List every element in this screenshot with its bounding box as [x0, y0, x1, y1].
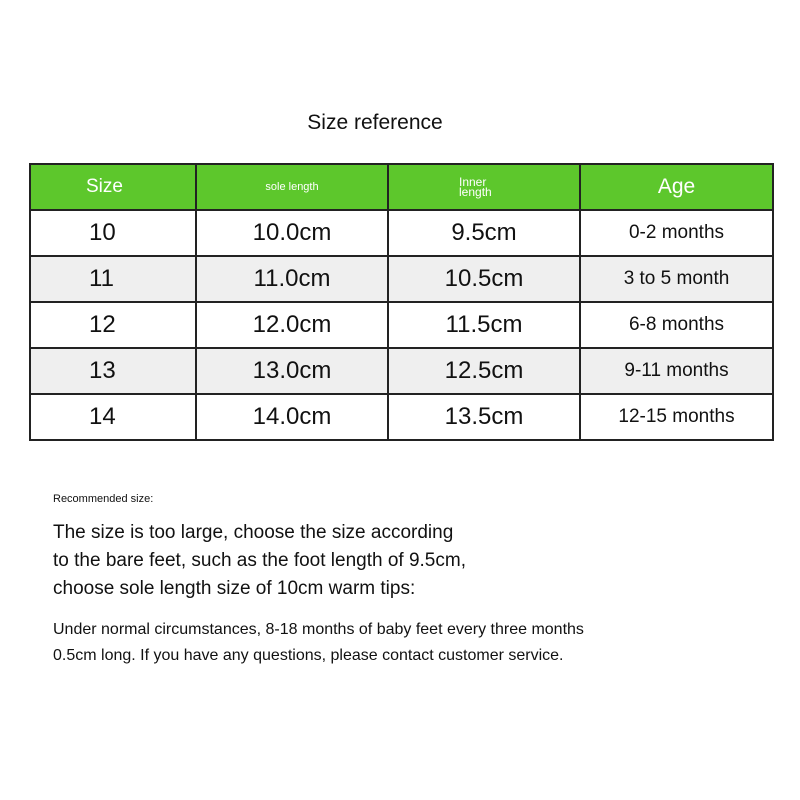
header-size: Size	[30, 164, 196, 210]
cell-size: 13	[30, 348, 196, 394]
size-reference-table	[29, 163, 774, 441]
recommendation-line: The size is too large, choose the size according	[53, 522, 454, 543]
cell-inner-length: 12.5cm	[388, 348, 580, 394]
cell-age: 9-11 months	[580, 348, 773, 394]
cell-inner-length: 13.5cm	[388, 394, 580, 440]
table-row	[30, 302, 773, 348]
header-inner-line2: length	[459, 185, 492, 199]
cell-size: 11	[30, 256, 196, 302]
recommended-size-label: Recommended size:	[53, 493, 154, 505]
growth-note-paragraph	[53, 617, 753, 669]
cell-age: 0-2 months	[580, 210, 773, 256]
header-inner-length	[388, 164, 580, 210]
table-row	[30, 210, 773, 256]
cell-inner-length: 9.5cm	[388, 210, 580, 256]
cell-size: 14	[30, 394, 196, 440]
header-sole-length: sole length	[196, 164, 388, 210]
table-row	[30, 394, 773, 440]
header-row	[30, 164, 773, 210]
table-body	[30, 210, 773, 440]
cell-sole-length: 12.0cm	[196, 302, 388, 348]
cell-inner-length: 10.5cm	[388, 256, 580, 302]
recommendation-paragraph	[53, 519, 573, 603]
growth-note-line: Under normal circumstances, 8-18 months of baby feet every three months	[53, 621, 584, 638]
cell-age: 12-15 months	[580, 394, 773, 440]
cell-sole-length: 14.0cm	[196, 394, 388, 440]
table-row	[30, 348, 773, 394]
cell-age: 6-8 months	[580, 302, 773, 348]
recommendation-line: choose sole length size of 10cm warm tips:	[53, 578, 416, 599]
table-row	[30, 256, 773, 302]
cell-sole-length: 11.0cm	[196, 256, 388, 302]
recommendation-line: to the bare feet, such as the foot length of 9.5cm,	[53, 550, 466, 571]
growth-note-line: 0.5cm long. If you have any questions, please contact customer service.	[53, 647, 564, 664]
header-age: Age	[580, 164, 773, 210]
cell-size: 10	[30, 210, 196, 256]
page-title: Size reference	[307, 111, 443, 134]
cell-sole-length: 13.0cm	[196, 348, 388, 394]
cell-sole-length: 10.0cm	[196, 210, 388, 256]
table-header	[30, 164, 773, 210]
cell-size: 12	[30, 302, 196, 348]
header-inner-line1: Inner	[459, 175, 487, 189]
cell-age: 3 to 5 month	[580, 256, 773, 302]
cell-inner-length: 11.5cm	[388, 302, 580, 348]
